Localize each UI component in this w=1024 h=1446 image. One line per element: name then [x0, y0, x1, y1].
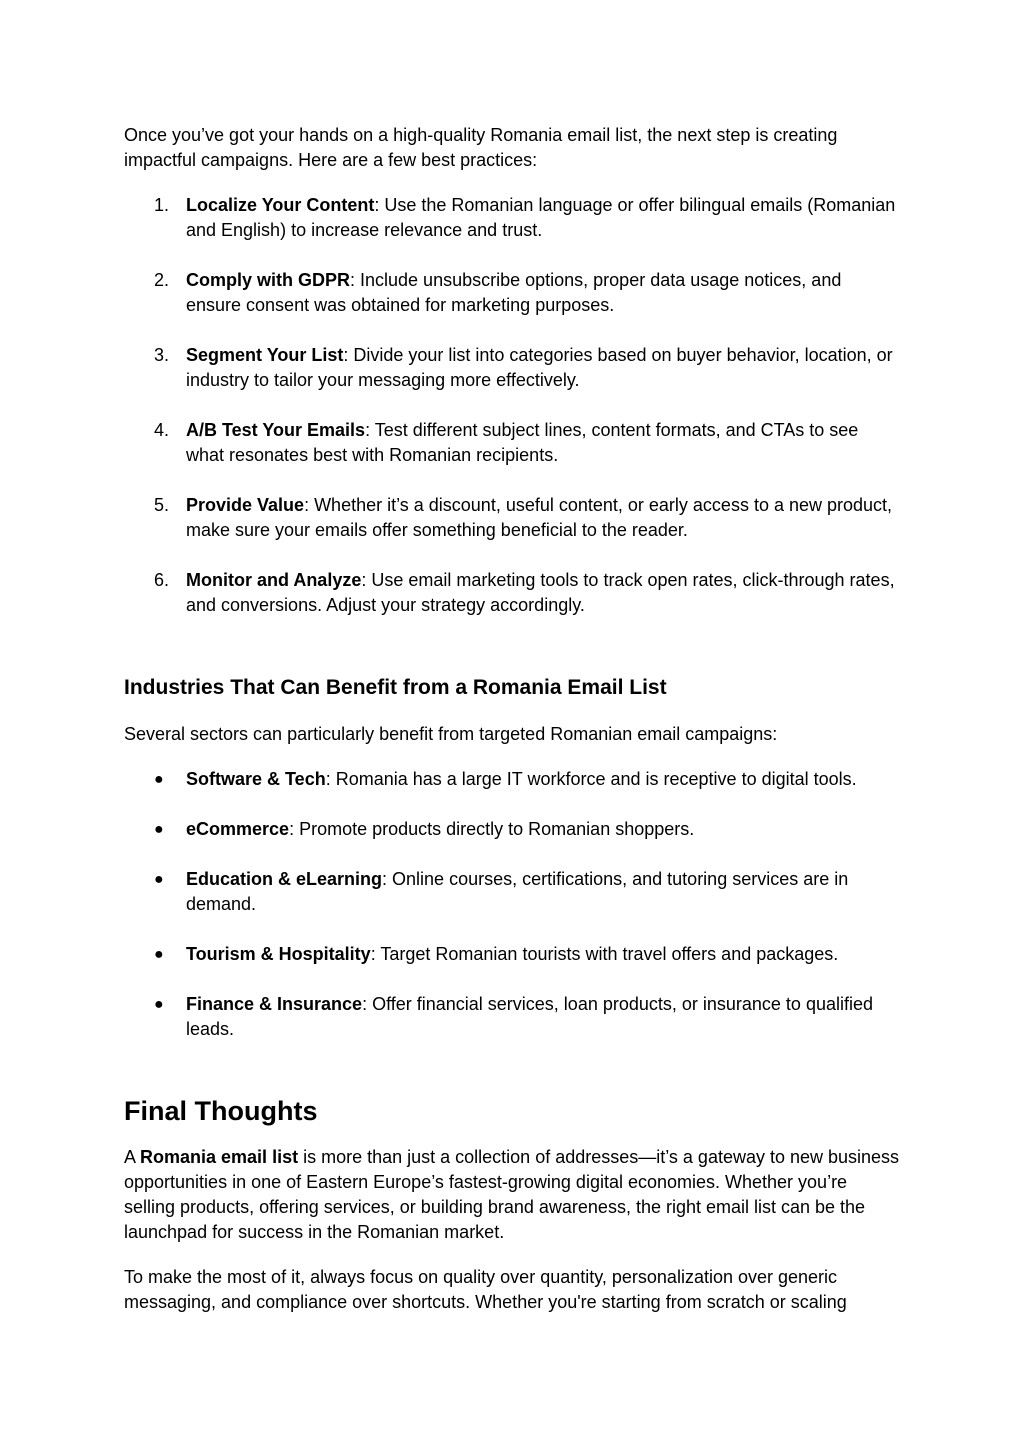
list-item	[124, 867, 900, 917]
final-lead-text: A	[124, 1147, 141, 1167]
list-item	[124, 268, 900, 318]
list-item	[124, 817, 900, 842]
list-item	[124, 568, 900, 618]
item-title: Comply with GDPR	[186, 270, 351, 290]
bullet-icon: ●	[154, 996, 164, 1013]
item-text: : Offer financial services, loan products, or insurance to qualified leads.	[186, 994, 873, 1039]
item-text: : Whether it’s a discount, useful content, or early access to a new product, make sure your emails offer something beneficial to the reader.	[186, 495, 893, 540]
item-title: Monitor and Analyze	[186, 570, 362, 590]
list-number: 5.	[154, 495, 170, 515]
industries-intro: Several sectors can particularly benefit from targeted Romanian email campaigns:	[124, 724, 778, 744]
list-number: 4.	[154, 420, 170, 440]
item-title: Localize Your Content	[186, 195, 375, 215]
item-text: : Divide your list into categories based on buyer behavior, location, or industry to tailor your messaging more effectively.	[186, 345, 893, 390]
final-thoughts-heading: Final Thoughts	[124, 1096, 318, 1126]
list-number: 3.	[154, 345, 170, 365]
final-bold-text: Romania email list	[140, 1147, 299, 1167]
item-title: Tourism & Hospitality	[186, 944, 371, 964]
industries-heading: Industries That Can Benefit from a Romania Email List	[124, 676, 667, 699]
list-number: 6.	[154, 570, 170, 590]
item-title: Education & eLearning	[186, 869, 383, 889]
item-title: Software & Tech	[186, 769, 326, 789]
final-paragraph-1	[124, 1145, 900, 1245]
list-item	[124, 767, 900, 792]
intro-paragraph: Once you’ve got your hands on a high-quality Romania email list, the next step is creating impactful campaigns. Here are a few best practices:	[124, 125, 838, 170]
list-item	[124, 493, 900, 543]
bullet-icon: ●	[154, 946, 164, 963]
item-text: : Use the Romanian language or offer bilingual emails (Romanian and English) to increase relevance and trust.	[186, 195, 896, 240]
item-text: : Promote products directly to Romanian shoppers.	[289, 819, 695, 839]
item-title: Segment Your List	[186, 345, 344, 365]
industries-list	[124, 767, 900, 1042]
item-text: : Target Romanian tourists with travel offers and packages.	[370, 944, 839, 964]
item-text: : Romania has a large IT workforce and is receptive to digital tools.	[325, 769, 857, 789]
item-title: Provide Value	[186, 495, 305, 515]
item-text: : Online courses, certifications, and tutoring services are in demand.	[186, 869, 849, 914]
list-number: 1.	[154, 195, 170, 215]
bullet-icon: ●	[154, 771, 164, 788]
item-title: eCommerce	[186, 819, 290, 839]
item-title: A/B Test Your Emails	[186, 420, 366, 440]
bullet-icon: ●	[154, 821, 164, 838]
list-item	[124, 193, 900, 243]
item-text: : Include unsubscribe options, proper data usage notices, and ensure consent was obtained for marketing purposes.	[186, 270, 842, 315]
best-practices-list	[124, 193, 900, 618]
final-paragraph-2: To make the most of it, always focus on quality over quantity, personalization over generic messaging, and compliance over shortcuts. Whether you're starting from scratch or scaling	[124, 1267, 847, 1312]
list-item	[124, 942, 900, 967]
final-rest-text: is more than just a collection of addresses—it’s a gateway to new business opportunities in one of Eastern Europe’s fastest-growing digital economies. Whether you’re selling products, offering services, or building brand awareness, the right email list can be the launchpad for success in the Romanian market.	[124, 1147, 900, 1242]
bullet-icon: ●	[154, 871, 164, 888]
item-text: : Test different subject lines, content formats, and CTAs to see what resonates best with Romanian recipients.	[186, 420, 859, 465]
item-title: Finance & Insurance	[186, 994, 363, 1014]
list-item	[124, 343, 900, 393]
item-text: : Use email marketing tools to track open rates, click-through rates, and conversions. Adjust your strategy accordingly.	[186, 570, 895, 615]
list-item	[124, 418, 900, 468]
list-item	[124, 992, 900, 1042]
list-number: 2.	[154, 270, 170, 290]
